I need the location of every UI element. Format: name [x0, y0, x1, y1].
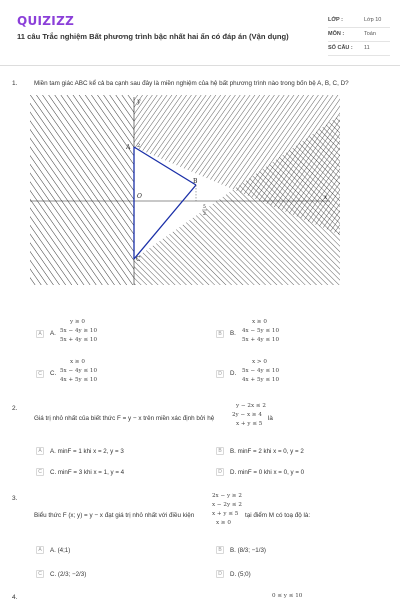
system-line: x + y ≤ 5 [212, 511, 239, 517]
option-d-box[interactable]: D [216, 370, 224, 378]
question-number: 4. [12, 594, 18, 600]
system-line: x ≥ 0 [70, 359, 85, 365]
option-b-text[interactable]: B. (8/3; −1/3) [230, 547, 266, 554]
label-y-tick: 2 [137, 143, 141, 149]
meta-count [328, 42, 390, 56]
page-header [0, 0, 400, 66]
meta-grade [328, 14, 390, 28]
option-c-letter[interactable]: C. [50, 370, 57, 377]
system-line: x > 0 [252, 359, 267, 365]
option-system [60, 318, 97, 345]
option-a-letter[interactable]: A. [50, 330, 56, 337]
option-a-text[interactable]: A. (4;1) [50, 547, 71, 554]
label-origin: O [137, 193, 142, 200]
system-line: x − 2y ≤ 2 [212, 502, 242, 508]
question-text-after: tại điểm M có toạ độ là: [245, 512, 311, 519]
system-line: 4x + 5y ≤ 10 [60, 377, 98, 383]
option-a-text[interactable]: A. minF = 1 khi x = 2, y = 3 [50, 448, 124, 455]
system-line: 2y − x ≥ 4 [232, 412, 262, 418]
question-text-after: là [268, 415, 273, 422]
option-a-box[interactable]: A [36, 447, 44, 455]
system-line: y ≥ 0 [70, 319, 85, 325]
meta-key: SỐ CÂU : [328, 45, 353, 51]
question-system [232, 402, 266, 429]
meta-key: MÔN : [328, 31, 345, 37]
system-line: 5x − 4y ≥ 10 [60, 328, 98, 334]
option-d-text[interactable]: D. minF = 0 khi x = 0, y = 0 [230, 469, 305, 476]
quizizz-logo: QUIZIZZ [17, 14, 75, 28]
question-text: Giá trị nhỏ nhất của biết thức F = y − x trên miền xác định bởi hệ [34, 415, 215, 422]
option-b-box[interactable]: B [216, 330, 224, 338]
system-line: 5x − 4y ≤ 10 [242, 368, 280, 374]
question-system [212, 492, 242, 528]
question-number: 2. [12, 405, 18, 412]
option-a-box[interactable]: A [36, 330, 44, 338]
option-system [242, 358, 279, 385]
system-line: 0 ≤ y ≤ 10 [272, 593, 303, 599]
question-text: Biểu thức F (x; y) = y − x đạt giá trị nhỏ nhất với điều kiện [34, 512, 195, 519]
label-y-axis: y [137, 98, 141, 105]
system-line: x + y ≤ 5 [236, 421, 263, 427]
option-b-text[interactable]: B. minF = 2 khi x = 0, y = 2 [230, 448, 304, 455]
option-a-box[interactable]: A [36, 546, 44, 554]
question-text: Miền tam giác ABC kể cả ba cạnh sau đây là miền nghiệm của hệ bất phương trình nào trong bốn bệ A, B, C, D? [34, 80, 349, 87]
document-title: 11 câu Trắc nghiệm Bất phương trình bậc nhất hai ẩn có đáp án (Vận dụng) [17, 32, 289, 41]
label-x-axis: x [324, 194, 328, 201]
meta-key: LỚP : [328, 17, 343, 23]
option-system [242, 318, 279, 345]
system-line: x ≥ 0 [252, 319, 267, 325]
option-c-text[interactable]: C. (2/3; −2/3) [50, 571, 87, 578]
question-number: 1. [12, 80, 18, 87]
label-x-frac-den: 2 [203, 212, 206, 217]
system-line: 4x + 5y ≤ 10 [242, 377, 280, 383]
system-line: 4x − 5y ≤ 10 [242, 328, 280, 334]
option-d-text[interactable]: D. (5;0) [230, 571, 251, 578]
option-b-box[interactable]: B [216, 546, 224, 554]
system-line: 2x − y ≥ 2 [212, 493, 242, 499]
option-c-text[interactable]: C. minF = 3 khi x = 1, y = 4 [50, 469, 125, 476]
option-d-box[interactable]: D [216, 468, 224, 476]
triangle-region-figure [30, 95, 340, 285]
question-number: 3. [12, 495, 18, 502]
option-b-letter[interactable]: B. [230, 330, 236, 337]
option-system [60, 358, 97, 385]
system-line: x ≥ 0 [216, 520, 231, 526]
label-b: B [193, 178, 198, 185]
option-c-box[interactable]: C [36, 570, 44, 578]
option-d-letter[interactable]: D. [230, 370, 237, 377]
meta-value: Toán [364, 31, 376, 37]
option-b-box[interactable]: B [216, 447, 224, 455]
label-c: C [136, 256, 141, 263]
system-line: 5x − 4y ≤ 10 [60, 368, 98, 374]
label-a: A [126, 144, 131, 151]
meta-value: Lớp 10 [364, 17, 382, 23]
option-c-box[interactable]: C [36, 468, 44, 476]
meta-subject [328, 28, 390, 42]
option-c-box[interactable]: C [36, 370, 44, 378]
system-line: y − 2x ≤ 2 [236, 403, 266, 409]
label-x-frac-num: 5 [203, 205, 206, 210]
system-line: 5x + 4y ≤ 10 [242, 337, 280, 343]
meta-value: 11 [364, 45, 370, 51]
hatch-left [30, 95, 134, 285]
question-system [272, 592, 302, 600]
system-line: 5x + 4y ≤ 10 [60, 337, 98, 343]
option-d-box[interactable]: D [216, 570, 224, 578]
